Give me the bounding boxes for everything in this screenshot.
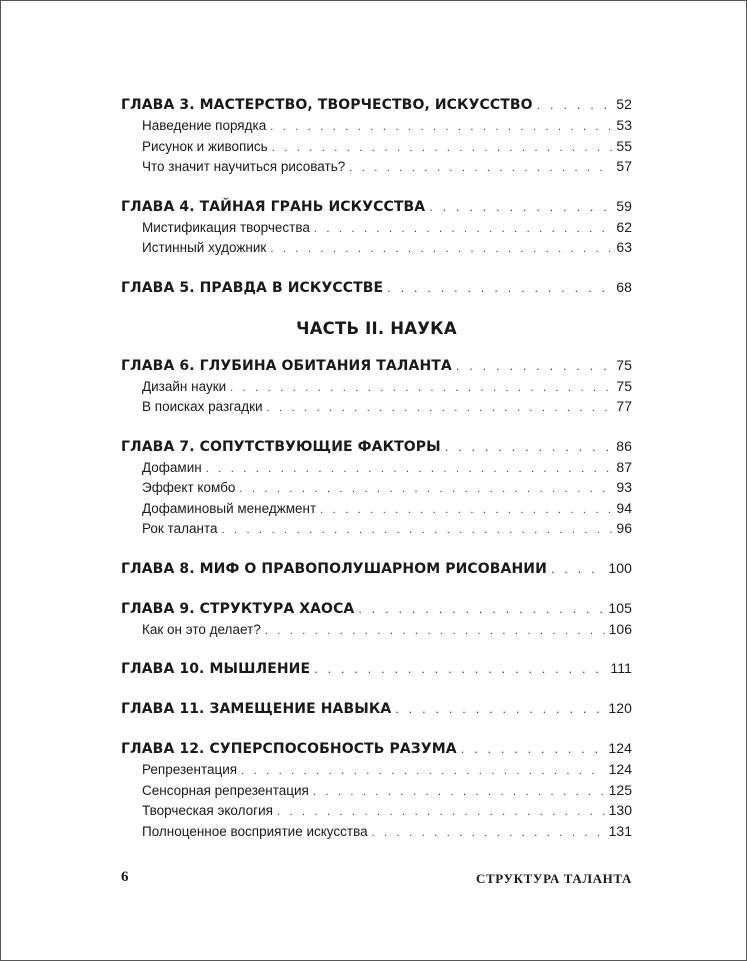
page-ref: 111 [610, 660, 632, 676]
section-title: Мистификация творчества [142, 219, 310, 235]
dot-leader [456, 356, 612, 377]
dot-leader [372, 823, 605, 844]
section-title: Рисунок и живопись [142, 138, 268, 154]
chapter-title: ГЛАВА 4. ТАЙНАЯ ГРАНЬ ИСКУССТВА [121, 198, 426, 215]
dot-leader [267, 398, 613, 419]
toc-section-entry[interactable] [121, 115, 632, 136]
section-title: Репрезентация [142, 762, 238, 777]
page-ref: 75 [616, 377, 632, 394]
dot-leader [551, 559, 604, 580]
toc-section-entry[interactable] [121, 780, 632, 801]
toc-section-entry[interactable] [121, 376, 632, 397]
dot-leader [265, 621, 605, 642]
toc-chapter-entry[interactable] [121, 94, 632, 115]
toc-chapter-entry[interactable] [121, 196, 632, 217]
dot-leader [349, 158, 612, 179]
toc-chapter-entry[interactable] [121, 738, 632, 759]
page-ref: 100 [608, 559, 632, 576]
dot-leader [429, 197, 612, 218]
dot-leader [461, 739, 605, 760]
toc-chapter-entry[interactable] [121, 436, 632, 457]
page-ref: 125 [608, 781, 632, 798]
toc-chapter-group [121, 196, 632, 258]
toc-section-entry[interactable] [121, 217, 632, 238]
dot-leader [270, 117, 612, 138]
toc-chapter-group [121, 738, 632, 841]
page-ref: 59 [616, 197, 632, 214]
page-ref: 57 [616, 158, 632, 174]
page-ref: 105 [608, 599, 632, 616]
toc-chapter-entry[interactable] [121, 598, 632, 619]
toc-section-entry[interactable] [121, 518, 632, 539]
dot-leader [314, 219, 613, 240]
toc-chapter-entry[interactable] [121, 277, 632, 298]
running-title: СТРУКТУРА ТАЛАНТА [476, 871, 632, 886]
section-title: Эффект комбо [142, 480, 236, 495]
chapter-title: ГЛАВА 7. СОПУТСТВУЮЩИЕ ФАКТОРЫ [121, 438, 441, 455]
toc-section-entry[interactable] [121, 396, 632, 417]
section-title: Дофамин [142, 459, 202, 475]
dot-leader [445, 437, 612, 458]
section-title: Наведение порядка [142, 118, 267, 133]
toc-section-entry[interactable] [121, 821, 632, 842]
page-ref: 130 [608, 802, 632, 818]
section-title: Как он это делает? [142, 621, 261, 637]
page-ref: 120 [608, 700, 632, 716]
section-title: Что значит научиться рисовать? [142, 159, 346, 174]
chapter-title: ГЛАВА 6. ГЛУБИНА ОБИТАНИЯ ТАЛАНТА [121, 357, 452, 374]
toc-chapter-entry[interactable] [121, 658, 632, 679]
dot-leader [241, 761, 605, 782]
section-title: Дофаминовый менеджмент [142, 500, 317, 516]
toc-chapter-group [121, 436, 632, 539]
section-title: Сенсорная репрезентация [142, 782, 309, 798]
page-ref: 106 [608, 620, 632, 637]
chapter-title: ГЛАВА 12. СУПЕРСПОСОБНОСТЬ РАЗУМА [121, 741, 457, 757]
section-title: Дизайн науки [142, 378, 227, 394]
toc-section-entry[interactable] [121, 477, 632, 498]
toc-section-entry[interactable] [121, 457, 632, 478]
section-title: В поисках разгадки [142, 399, 263, 414]
dot-leader [272, 138, 613, 159]
page-ref: 124 [608, 761, 632, 777]
dot-leader [395, 699, 604, 720]
dot-leader [537, 95, 613, 116]
toc-chapter-group [121, 94, 632, 177]
page-ref: 75 [616, 356, 632, 373]
page-ref: 63 [616, 239, 632, 255]
page-ref: 96 [616, 520, 632, 536]
toc-chapter-group [121, 698, 632, 719]
chapter-title: ГЛАВА 9. СТРУКТУРА ХАОСА [121, 600, 355, 617]
toc-section-entry[interactable] [121, 498, 632, 519]
dot-leader [230, 378, 612, 399]
chapter-title: ГЛАВА 3. МАСТЕРСТВО, ТВОРЧЕСТВО, ИСКУССТВО [121, 97, 533, 113]
dot-leader [270, 239, 612, 260]
chapter-title: ГЛАВА 5. ПРАВДА В ИСКУССТВЕ [121, 279, 384, 296]
section-title: Истинный художник [142, 240, 267, 255]
table-of-contents [121, 94, 632, 860]
page-ref: 93 [616, 479, 632, 495]
dot-leader [387, 278, 612, 299]
toc-chapter-entry[interactable] [121, 558, 632, 579]
toc-chapter-entry[interactable] [121, 355, 632, 376]
dot-leader [239, 479, 612, 500]
section-title: Рок таланта [142, 521, 218, 536]
page-ref: 55 [616, 137, 632, 154]
toc-chapter-group [121, 355, 632, 417]
toc-chapter-group [121, 658, 632, 679]
page-ref: 87 [616, 458, 632, 475]
page-ref: 86 [616, 437, 632, 454]
toc-section-entry[interactable] [121, 759, 632, 780]
page-ref: 124 [608, 740, 632, 756]
dot-leader [313, 782, 605, 803]
toc-chapter-group [121, 598, 632, 640]
page-ref: 77 [616, 398, 632, 414]
dot-leader [277, 802, 605, 823]
page-ref: 131 [608, 822, 632, 839]
page-ref: 52 [616, 96, 632, 112]
section-title: Полноценное восприятие искусства [142, 823, 368, 839]
toc-section-entry[interactable] [121, 136, 632, 157]
part-title: ЧАСТЬ II. НАУКА [296, 318, 457, 338]
toc-part-1 [121, 94, 632, 298]
toc-chapter-entry[interactable] [121, 698, 632, 719]
toc-chapter-group [121, 277, 632, 298]
toc-chapter-group [121, 558, 632, 579]
dot-leader [358, 599, 604, 620]
toc-section-entry[interactable] [121, 156, 632, 177]
toc-section-entry[interactable] [121, 619, 632, 640]
dot-leader [314, 659, 606, 680]
dot-leader [222, 520, 613, 541]
page-ref: 94 [616, 499, 632, 516]
toc-part-2 [121, 355, 632, 842]
page-ref: 68 [616, 278, 632, 295]
chapter-title: ГЛАВА 10. МЫШЛЕНИЕ [121, 661, 311, 677]
section-title: Творческая экология [142, 803, 273, 818]
toc-section-entry[interactable] [121, 237, 632, 258]
toc-section-entry[interactable] [121, 800, 632, 821]
dot-leader [206, 459, 613, 480]
dot-leader [320, 500, 612, 521]
chapter-title: ГЛАВА 11. ЗАМЕЩЕНИЕ НАВЫКА [121, 701, 392, 717]
chapter-title: ГЛАВА 8. МИФ О ПРАВОПОЛУШАРНОМ РИСОВАНИИ [121, 560, 547, 577]
page-ref: 62 [616, 218, 632, 235]
page-ref: 53 [616, 117, 632, 133]
page-number: 6 [121, 869, 129, 885]
